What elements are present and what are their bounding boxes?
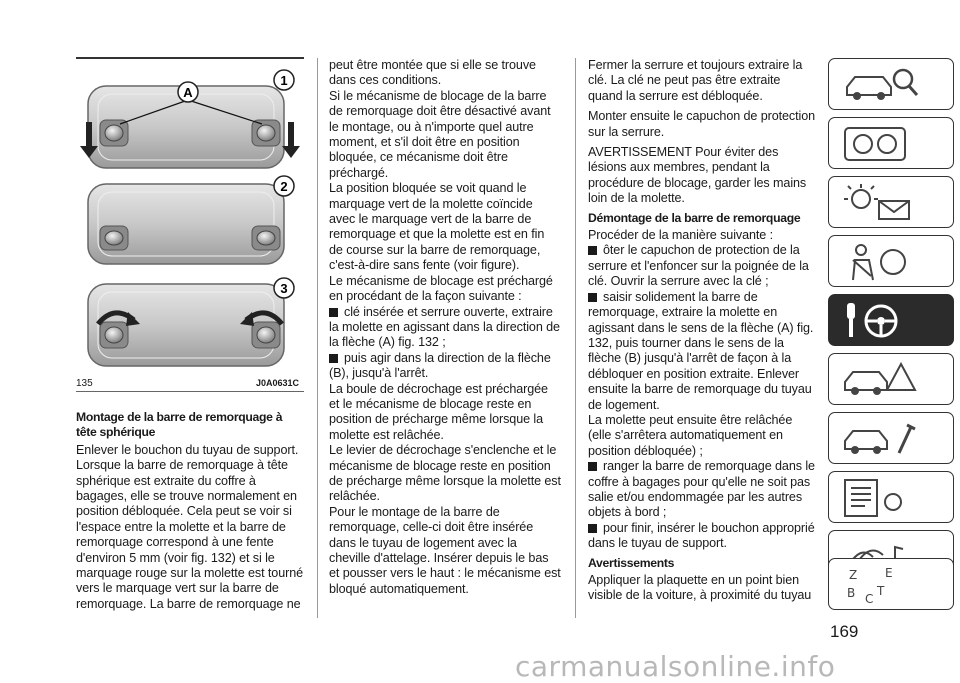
seatbelt-airbag-icon — [839, 240, 939, 284]
tab-emergency[interactable] — [828, 353, 954, 405]
tab-warning-lights[interactable] — [828, 176, 954, 228]
tab-safety[interactable] — [828, 235, 954, 287]
page-number: 169 — [830, 622, 859, 641]
figure-code: J0A0631C — [256, 378, 300, 388]
paragraph: Si le mécanisme de blocage de la barre de remorquage doit être désactivé avant le montage, ou à n'importe quel autre moment, et s'il doit être en position bloquée, ce mécanisme doit être préchargé. — [329, 88, 551, 180]
warning-paragraph: AVERTISSEMENT Pour éviter des lésions aux membres, pendant la procédure de blocage, garder les mains loin de la molette. — [588, 145, 807, 206]
section-heading-mounting: Montage de la barre de remorquage à tête sphérique — [76, 410, 283, 440]
paragraph: Le mécanisme de blocage est préchargé en procédant de la façon suivante : — [329, 273, 553, 304]
column-2 — [329, 58, 561, 597]
panel-3 — [88, 278, 294, 366]
bullet-item: puis agir dans la direction de la flèche (B), jusqu'à l'arrêt. — [329, 351, 561, 382]
paragraph: La position bloquée se voit quand le marquage vert de la molette coïncide avec le marquage vert de la barre de remorquage et que la molette est en fin de course sur la barre de remorquage, c'est-à-dire sans fente (voir figure). — [329, 181, 545, 273]
tab-index[interactable] — [828, 558, 954, 610]
tab-car-search[interactable] — [828, 58, 954, 110]
column-3 — [588, 58, 816, 604]
bullet-item: saisir solidement la barre de remorquage, extraire la molette en agissant dans le sens de la flèche (A) fig. 132, puis tourner dans le sens de la flèche (B) jusqu'à l'arrêt de façon à la débloquer en position extraite. Enlever ensuite la barre de remorquage du tuyau de logement. — [588, 290, 816, 413]
tab-maintenance[interactable] — [828, 412, 954, 464]
callout-A: A — [183, 85, 193, 100]
figure-bottom-rule — [76, 391, 304, 392]
paragraph: Pour le montage de la barre de remorquage, celle-ci doit être insérée dans le tuyau de logement avec la cheville d'attelage. Insérer depuis le bas et pousser vers le haut : le mécanisme est bloqué automatiquement. — [329, 504, 561, 596]
paragraph: La molette peut ensuite être relâchée (elle s'arrêtera automatiquement en position débloquée) ; — [588, 412, 793, 458]
callout-2: 2 — [280, 179, 288, 194]
car-wrench-icon — [839, 417, 939, 461]
paragraph: peut être montée que si elle se trouve dans ces conditions. — [329, 58, 536, 88]
paragraph: Le levier de décrochage s'enclenche et le mécanisme de blocage reste en position de précharge même lorsque la molette est relâchée. — [329, 443, 561, 504]
index-letter: B — [847, 586, 856, 600]
bullet-item: ranger la barre de remorquage dans le coffre à bagages pour qu'elle ne soit pas salie et/ou endommagée par les autres objets à bord ; — [588, 459, 815, 520]
paragraph: Enlever le bouchon du tuyau de support. Lorsque la barre de remorquage à tête sphérique est extraite du coffre à bagages, elle se trouve normalement en position débloquée. Cela peut se voir si l'espace entre la molette et la barre de remorquage correspond à une fente d'environ 5 mm (voir fig. 132) et si le marquage rouge sur la molette est tourné vers le marquage vert sur la barre de remorquage. La barre de remorquage ne — [76, 442, 304, 611]
car-search-icon — [839, 63, 939, 107]
section-heading-removal: Démontage de la barre de remorquage — [588, 210, 801, 225]
figure-tow-bar-illustration — [76, 58, 304, 403]
tab-starting-driving[interactable] — [828, 294, 954, 346]
tab-car-dashboard[interactable] — [828, 117, 954, 169]
index-letter: C — [865, 592, 874, 606]
paragraph: Procéder de la manière suivante : — [588, 228, 774, 243]
column-divider — [317, 58, 318, 618]
paragraph: Fermer la serrure et toujours extraire la clé. La clé ne peut pas être extraite quand la serrure est débloquée. — [588, 58, 803, 103]
column-divider — [575, 58, 576, 618]
watermark: carmanualsonline.info — [515, 650, 836, 683]
paragraph: Monter ensuite le capuchon de protection sur la serrure. — [588, 109, 816, 139]
key-steering-wheel-icon — [839, 299, 939, 343]
tab-technical-data[interactable] — [828, 471, 954, 523]
callout-3: 3 — [280, 281, 288, 296]
specifications-list-icon — [839, 476, 939, 520]
bullet-item: ôter le capuchon de protection de la serrure et l'enfoncer sur la poignée de la clé. Ouvrir la serrure avec la clé ; — [588, 243, 816, 289]
car-warning-icon — [839, 358, 939, 402]
index-letter: E — [885, 566, 893, 580]
warning-light-mail-icon — [839, 181, 939, 225]
bullet-item: clé insérée et serrure ouverte, extraire la molette en agissant dans la direction de la flèche (A) fig. 132 ; — [329, 304, 560, 350]
bullet-item: pour finir, insérer le bouchon approprié dans le tuyau de support. — [588, 520, 815, 551]
paragraph: Appliquer la plaquette en un point bien visible de la voiture, à proximité du tuyau — [588, 573, 812, 603]
column-1 — [76, 406, 304, 612]
index-letter: T — [877, 584, 885, 598]
car-dashboard-icon — [839, 122, 939, 166]
callout-1: 1 — [280, 73, 288, 88]
section-heading-warnings: Avertissements — [588, 555, 675, 570]
index-letter: Z — [849, 568, 858, 582]
alphabetical-index-icon — [839, 563, 939, 607]
paragraph: La boule de décrochage est préchargée et le mécanisme de blocage reste en position de précharge même lorsque la molette est relâchée. — [329, 381, 548, 442]
figure-number: 135 — [76, 378, 93, 389]
panel-2 — [88, 176, 294, 264]
